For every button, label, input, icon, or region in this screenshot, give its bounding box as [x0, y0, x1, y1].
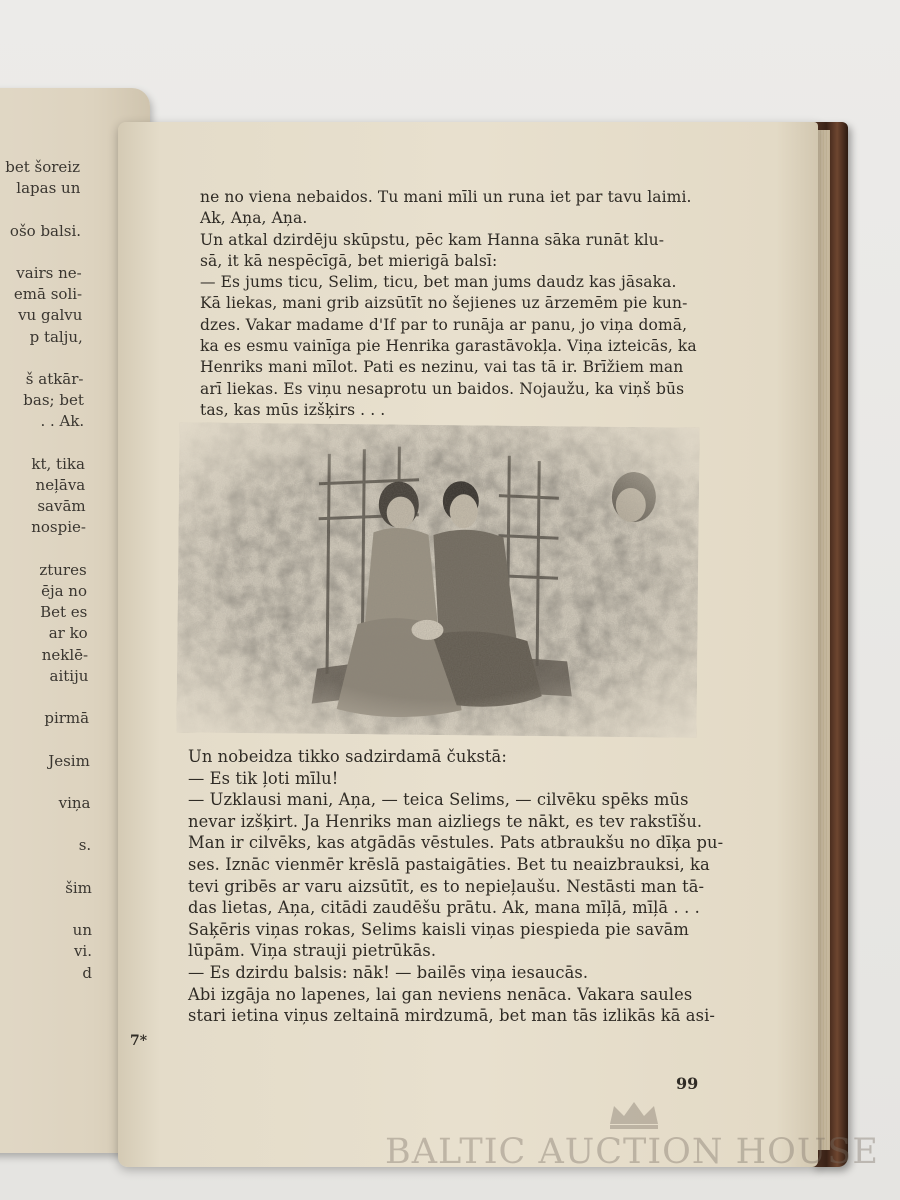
- page-edges: [816, 130, 830, 1150]
- left-page-fragment: vi.: [73, 942, 92, 961]
- text-line: das lietas, Aņa, citādi zaudēšu prātu. Ak, mana mīļā, mīļā . . .: [188, 898, 700, 918]
- text-line: arī liekas. Es viņu nesaprotu un baidos. Nojaužu, ka viņš būs: [200, 379, 685, 398]
- text-line: stari ietina viņus zeltainā mirdzumā, bet man tās izlikās kā asi-: [188, 1006, 715, 1026]
- text-line: nevar izšķirt. Ja Henriks man aizliegs te nākt, es tev rakstīšu.: [188, 811, 703, 831]
- left-page-fragment: s.: [78, 836, 92, 855]
- left-page-fragment: ztures: [39, 560, 87, 579]
- text-line: lūpām. Viņa strauji pietrūkās.: [188, 941, 437, 961]
- left-page-fragment: bet šoreiz: [5, 158, 80, 176]
- text-line: — Es dzirdu balsis: nāk! — bailēs viņa iesaucās.: [188, 962, 589, 982]
- left-page-fragment: d: [82, 963, 92, 982]
- text-line: — Es tik ļoti mīlu!: [188, 768, 339, 788]
- watermark: [385, 1132, 879, 1172]
- text-block-bottom: [188, 746, 723, 1027]
- left-page-fragment: Jesim: [48, 751, 90, 770]
- crown-icon: [606, 1100, 662, 1135]
- left-page-fragment: neklē-: [41, 645, 89, 664]
- left-page-fragment: ēja no: [41, 582, 87, 600]
- left-page-fragment: pirmā: [44, 709, 90, 728]
- left-page-fragment: šim: [65, 878, 92, 897]
- text-block-top: [200, 187, 720, 421]
- left-page-fragment: kt, tika: [31, 454, 85, 473]
- text-line: tevi gribēs ar varu aizsūtīt, es to nepieļaušu. Nestāsti man tā-: [188, 876, 705, 896]
- left-page-fragment: . . Ak.: [40, 412, 85, 431]
- left-page-fragment: neļāva: [35, 476, 86, 494]
- page-number: 99: [676, 1074, 699, 1093]
- text-line: ne no viena nebaidos. Tu mani mīli un runa iet par tavu laimi.: [200, 188, 692, 206]
- text-line: Un nobeidza tikko sadzirdamā čukstā:: [188, 747, 507, 766]
- left-page-fragment: nospie-: [31, 518, 86, 537]
- left-page-fragment: lapas un: [16, 179, 81, 198]
- left-page-fragment: p talju,: [29, 327, 83, 346]
- text-line: ses. Iznāc vienmēr krēslā pastaigāties. Bet tu neaizbrauksi, ka: [188, 854, 710, 874]
- watermark-text: BALTIC AUCTION HOUSE: [385, 1132, 879, 1172]
- left-page-fragment: viņa: [58, 794, 91, 812]
- text-line: tas, kas mūs izšķirs . . .: [200, 400, 386, 419]
- left-page-fragment: ošo balsi.: [9, 221, 82, 240]
- left-page-fragment: emā soli-: [13, 285, 83, 304]
- left-page-fragment: vu galvu: [18, 306, 83, 325]
- left-page-fragment: š atkār-: [25, 370, 84, 388]
- text-line: ka es esmu vainīga pie Henrika garastāvokļa. Viņa izteicās, ka: [200, 337, 697, 356]
- text-line: Kā liekas, mani grib aizsūtīt no šejienes uz ārzemēm pie kun-: [200, 294, 688, 313]
- text-line: dzes. Vakar madame d'If par to runāja ar panu, jo viņa domā,: [200, 315, 688, 334]
- text-line: Un atkal dzirdēju skūpstu, pēc kam Hanna sāka runāt klu-: [200, 230, 665, 249]
- left-page-fragment: savām: [37, 497, 86, 516]
- text-line: Abi izgāja no lapenes, lai gan neviens nenāca. Vakara saules: [188, 984, 693, 1004]
- text-line: — Uzklausi mani, Aņa, — teica Selims, — cilvēku spēks mūs: [188, 790, 689, 810]
- left-page-fragment: un: [72, 921, 92, 940]
- left-page-fragment: aitiju: [49, 666, 89, 685]
- signature-mark: 7*: [130, 1033, 148, 1049]
- text-line: Ak, Aņa, Aņa.: [200, 209, 308, 228]
- text-line: Saķēris viņas rokas, Selims kaisli viņas piespieda pie savām: [188, 919, 689, 939]
- left-page-fragment: vairs ne-: [16, 264, 82, 282]
- text-line: sā, it kā nespēcīgā, bet mierigā balsī:: [200, 251, 498, 270]
- left-page-fragment: bas; bet: [23, 391, 84, 410]
- text-line: Henriks mani mīlot. Pati es nezinu, vai tas tā ir. Brīžiem man: [200, 358, 684, 377]
- text-line: Man ir cilvēks, kas atgādās vēstules. Pats atbraukšu no dīķa pu-: [188, 833, 724, 853]
- left-page-fragment: Bet es: [40, 603, 88, 622]
- left-page-fragment: ar ko: [48, 624, 88, 643]
- engraving-illustration: [176, 422, 699, 737]
- text-line: — Es jums ticu, Selim, ticu, bet man jums daudz kas jāsaka.: [200, 273, 677, 292]
